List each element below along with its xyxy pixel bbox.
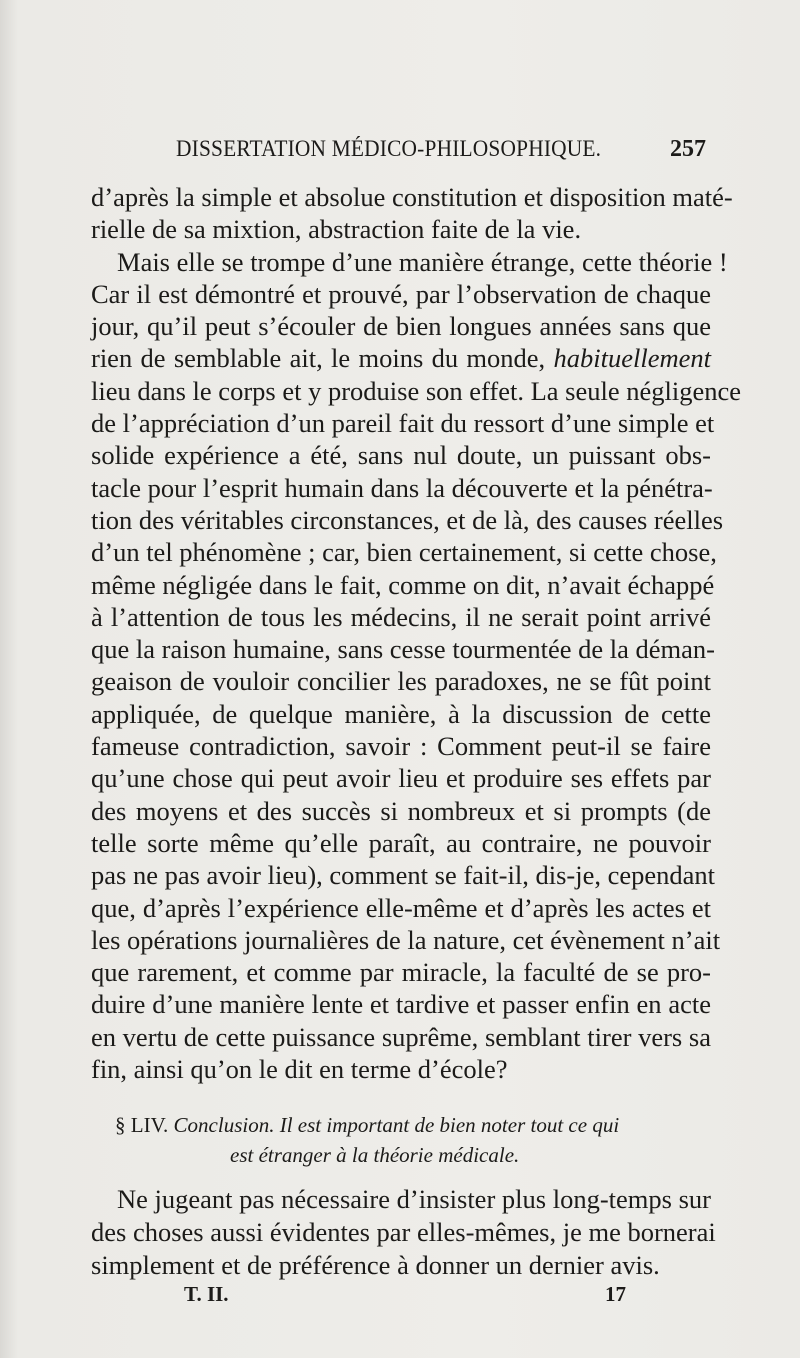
text-segment: rien de semblable ait, le moins du monde, [91, 343, 546, 374]
text-line: qu’une chose qui peut avoir lieu et produire ses effets par [91, 763, 711, 794]
text-line: fameuse contradiction, savoir : Comment peut-il se faire [91, 731, 711, 762]
text-line: des moyens et des succès si nombreux et si prompts (de [91, 795, 711, 826]
text-line: solide expérience a été, sans nul doute, un puissant obs- [91, 440, 711, 471]
text-line: même négligée dans le fait, comme on dit, n’avait échappé [91, 569, 715, 600]
text-line: appliquée, de quelque manière, à la discussion de cette [91, 698, 711, 729]
section-title: Conclusion. [173, 1113, 275, 1137]
sheet-number: 17 [605, 1282, 626, 1306]
page-header [176, 136, 706, 170]
italic-word: habituellement [553, 343, 712, 374]
text-line: lieu dans le corps et y produise son effet. La seule négligence [91, 375, 742, 406]
section-number: § LIV. [115, 1113, 169, 1137]
text-line: tacle pour l’esprit humain dans la découverte et la pénétra- [91, 472, 713, 503]
text-line: en vertu de cette puissance suprême, semblant tirer vers sa [91, 1021, 711, 1052]
text-line: geaison de vouloir concilier les paradoxes, ne se fût point [91, 666, 711, 697]
text-line: telle sorte même qu’elle paraît, au contraire, ne pouvoir [91, 827, 711, 858]
text-line: Mais elle se trompe d’une manière étrange, cette théorie ! [117, 246, 728, 277]
running-title: DISSERTATION MÉDICO-PHILOSOPHIQUE. [176, 136, 602, 161]
section-heading [115, 1110, 711, 1170]
closing-paragraph [91, 1183, 716, 1282]
text-line: simplement et de préférence à donner un dernier avis. [91, 1250, 660, 1280]
page-footer [184, 1282, 626, 1310]
text-line: rielle de sa mixtion, abstraction faite de la vie. [91, 214, 582, 245]
text-line: de l’appréciation d’un pareil fait du ressort d’une simple et [91, 408, 715, 439]
volume-signature: T. II. [184, 1282, 229, 1306]
text-line: que rarement, et comme par miracle, la faculté de se pro- [91, 957, 711, 988]
section-heading-line [115, 1110, 711, 1140]
main-paragraphs [91, 181, 742, 1085]
section-subtitle-part2: est étranger à la théorie médicale. [230, 1143, 520, 1167]
text-line: que, d’après l’expérience elle-même et d’après les actes et [91, 892, 711, 923]
text-line: les opérations journalières de la nature, cet évènement n’ait [91, 924, 721, 955]
text-line: d’un tel phénomène ; car, bien certainement, si cette chose, [91, 537, 717, 568]
text-line: que la raison humaine, sans cesse tourmentée de la déman- [91, 634, 715, 665]
text-line: tion des véritables circonstances, et de là, des causes réelles [91, 504, 724, 535]
page-number: 257 [670, 136, 706, 162]
text-line: à l’attention de tous les médecins, il ne serait point arrivé [91, 601, 711, 632]
text-line: des choses aussi évidentes par elles-mêmes, je me bornerai [91, 1217, 716, 1247]
section-subtitle-part1: Il est important de bien noter tout ce qui [279, 1113, 620, 1137]
text-line-with-italic [91, 342, 711, 374]
text-line: duire d’une manière lente et tardive et passer enfin en acte [91, 989, 711, 1020]
text-line: Ne jugeant pas nécessaire d’insister plus long-temps sur [117, 1184, 711, 1214]
text-line: Car il est démontré et prouvé, par l’observation de chaque [91, 278, 711, 309]
text-line: d’après la simple et absolue constitution et disposition maté- [91, 182, 733, 212]
text-line: fin, ainsi qu’on le dit en terme d’école? [91, 1054, 508, 1085]
text-line: pas ne pas avoir lieu), comment se fait-il, dis-je, cependant [91, 860, 716, 891]
text-line: jour, qu’il peut s’écouler de bien longues années sans que [91, 311, 711, 342]
